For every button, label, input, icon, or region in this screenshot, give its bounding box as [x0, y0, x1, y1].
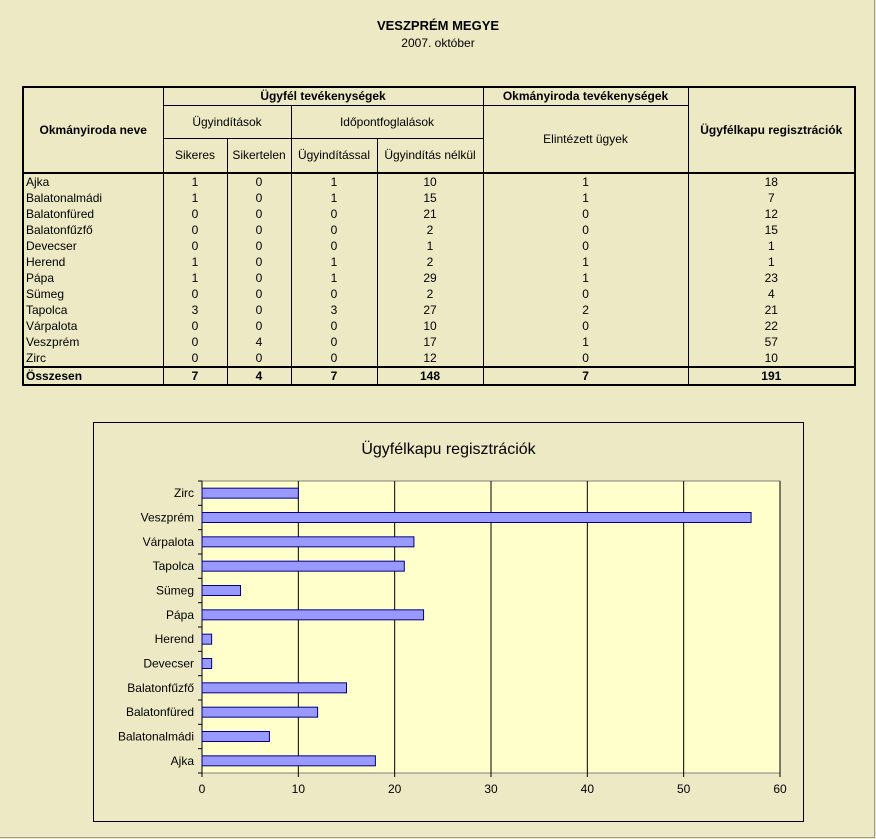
table-row: [23, 173, 855, 190]
bar: [202, 683, 347, 693]
statistics-table: [22, 86, 856, 386]
bar: [202, 561, 404, 571]
cell-value: 15: [688, 222, 855, 238]
cell-value: 0: [227, 302, 291, 318]
cell-value: 191: [688, 367, 855, 385]
header-office-name: Okmányiroda neve: [23, 87, 163, 173]
bar: [202, 659, 212, 669]
table-row: [23, 270, 855, 286]
chart-title: Ügyfélkapu regisztrációk: [361, 441, 536, 458]
cell-value: 0: [163, 238, 227, 254]
y-tick-label: Zirc: [174, 486, 194, 501]
header-portal-registrations: Ügyfélkapu regisztrációk: [688, 87, 855, 173]
y-tick-label: Ajka: [170, 753, 194, 768]
x-tick-label: 0: [198, 782, 206, 796]
cell-value: 7: [483, 367, 688, 385]
cell-value: 0: [227, 173, 291, 190]
cell-value: 7: [291, 367, 377, 385]
cell-value: 12: [377, 350, 483, 367]
cell-value: 2: [377, 254, 483, 270]
cell-value: 0: [227, 270, 291, 286]
cell-value: 1: [688, 238, 855, 254]
table-row: [23, 190, 855, 206]
y-tick-label: Devecser: [143, 656, 194, 671]
cell-value: 0: [227, 238, 291, 254]
cell-value: 4: [688, 286, 855, 302]
table-row: [23, 238, 855, 254]
cell-office-name: Veszprém: [23, 334, 163, 350]
cell-value: 0: [291, 318, 377, 334]
cell-value: 0: [291, 238, 377, 254]
table-row: [23, 350, 855, 367]
cell-value: 0: [483, 350, 688, 367]
cell-value: 1: [483, 173, 688, 190]
cell-value: 12: [688, 206, 855, 222]
cell-value: 10: [377, 173, 483, 190]
cell-value: 0: [163, 350, 227, 367]
cell-value: 2: [377, 286, 483, 302]
cell-value: 1: [291, 190, 377, 206]
bar: [202, 610, 424, 620]
cell-value: 27: [377, 302, 483, 318]
y-tick-label: Balatonfüred: [125, 705, 194, 720]
cell-value: 21: [377, 206, 483, 222]
cell-value: 0: [291, 350, 377, 367]
y-tick-label: Herend: [154, 632, 194, 647]
cell-value: 22: [688, 318, 855, 334]
cell-value: 1: [291, 173, 377, 190]
bar: [202, 707, 318, 717]
cell-value: 0: [163, 318, 227, 334]
cell-value: 0: [483, 238, 688, 254]
bar-chart: [94, 423, 803, 821]
cell-value: 0: [291, 286, 377, 302]
bar: [202, 537, 414, 547]
cell-value: 0: [227, 286, 291, 302]
table-row: [23, 334, 855, 350]
cell-value: 0: [227, 222, 291, 238]
y-tick-label: Várpalota: [142, 534, 194, 549]
bar: [202, 513, 751, 523]
cell-value: 0: [483, 206, 688, 222]
cell-value: 3: [163, 302, 227, 318]
cell-value: 7: [163, 367, 227, 385]
table-row: [23, 206, 855, 222]
bar: [202, 756, 375, 766]
table-total-row: [23, 367, 855, 385]
header-with-initiation: Ügyindítással: [291, 139, 377, 174]
header-success: Sikeres: [163, 139, 227, 174]
cell-value: 4: [227, 334, 291, 350]
cell-value: 0: [227, 206, 291, 222]
header-without-initiation: Ügyindítás nélkül: [377, 139, 483, 174]
cell-value: 148: [377, 367, 483, 385]
cell-value: 1: [483, 254, 688, 270]
cell-office-name: Balatonalmádi: [23, 190, 163, 206]
cell-value: 0: [227, 350, 291, 367]
bar: [202, 732, 269, 742]
x-tick-label: 40: [580, 782, 595, 796]
cell-value: 2: [483, 302, 688, 318]
x-tick-label: 10: [291, 782, 306, 796]
cell-value: 1: [163, 254, 227, 270]
cell-office-name: Sümeg: [23, 286, 163, 302]
table-row: [23, 302, 855, 318]
y-tick-label: Veszprém: [140, 510, 194, 525]
x-tick-label: 20: [387, 782, 402, 796]
cell-value: 0: [163, 286, 227, 302]
cell-office-name: Herend: [23, 254, 163, 270]
cell-value: 0: [163, 206, 227, 222]
cell-office-name: Pápa: [23, 270, 163, 286]
cell-value: 2: [377, 222, 483, 238]
cell-office-name: Várpalota: [23, 318, 163, 334]
cell-value: 0: [483, 222, 688, 238]
cell-value: 23: [688, 270, 855, 286]
bar: [202, 586, 241, 596]
cell-office-name: Ajka: [23, 173, 163, 190]
cell-value: 0: [227, 254, 291, 270]
x-tick-label: 50: [676, 782, 691, 796]
cell-value: 1: [483, 190, 688, 206]
cell-value: 0: [291, 206, 377, 222]
cell-value: 4: [227, 367, 291, 385]
cell-office-name: Zirc: [23, 350, 163, 367]
cell-value: 0: [227, 318, 291, 334]
cell-office-name: Összesen: [23, 367, 163, 385]
cell-value: 1: [291, 270, 377, 286]
cell-value: 21: [688, 302, 855, 318]
cell-value: 0: [291, 222, 377, 238]
cell-value: 0: [227, 190, 291, 206]
x-tick-label: 30: [484, 782, 498, 796]
cell-value: 10: [377, 318, 483, 334]
header-office-activities: Okmányiroda tevékenységek: [483, 87, 688, 106]
cell-value: 1: [483, 270, 688, 286]
y-tick-label: Pápa: [165, 607, 194, 622]
cell-office-name: Devecser: [23, 238, 163, 254]
header-initiations: Ügyindítások: [163, 106, 291, 139]
cell-office-name: Tapolca: [23, 302, 163, 318]
cell-value: 1: [291, 254, 377, 270]
header-handled-cases: Elintézett ügyek: [483, 106, 688, 174]
cell-value: 1: [163, 173, 227, 190]
cell-office-name: Balatonfűzfő: [23, 222, 163, 238]
cell-value: 1: [483, 334, 688, 350]
cell-value: 57: [688, 334, 855, 350]
bar: [202, 634, 212, 644]
header-client-activities: Ügyfél tevékenységek: [163, 87, 483, 106]
cell-value: 10: [688, 350, 855, 367]
cell-value: 15: [377, 190, 483, 206]
header-fail: Sikertelen: [227, 139, 291, 174]
cell-value: 0: [483, 286, 688, 302]
y-tick-label: Tapolca: [152, 559, 194, 574]
cell-value: 3: [291, 302, 377, 318]
cell-value: 0: [163, 222, 227, 238]
table-row: [23, 254, 855, 270]
cell-value: 1: [377, 238, 483, 254]
header-appointments: Időpontfoglalások: [291, 106, 483, 139]
cell-value: 18: [688, 173, 855, 190]
cell-value: 29: [377, 270, 483, 286]
cell-value: 0: [291, 334, 377, 350]
cell-value: 17: [377, 334, 483, 350]
table-row: [23, 222, 855, 238]
y-tick-label: Balatonalmádi: [117, 729, 194, 744]
bar: [202, 488, 298, 498]
cell-value: 0: [483, 318, 688, 334]
y-tick-label: Sümeg: [155, 583, 194, 598]
chart-panel: [93, 422, 804, 822]
x-tick-label: 60: [773, 782, 787, 796]
cell-value: 0: [163, 334, 227, 350]
cell-value: 1: [688, 254, 855, 270]
table-row: [23, 318, 855, 334]
cell-value: 7: [688, 190, 855, 206]
cell-office-name: Balatonfüred: [23, 206, 163, 222]
y-tick-label: Balatonfűzfő: [127, 680, 194, 695]
page-subtitle: 2007. október: [401, 36, 475, 50]
page-title: VESZPRÉM MEGYE: [376, 18, 500, 33]
table-body: [23, 173, 855, 385]
cell-value: 1: [163, 270, 227, 286]
table-row: [23, 286, 855, 302]
cell-value: 1: [163, 190, 227, 206]
